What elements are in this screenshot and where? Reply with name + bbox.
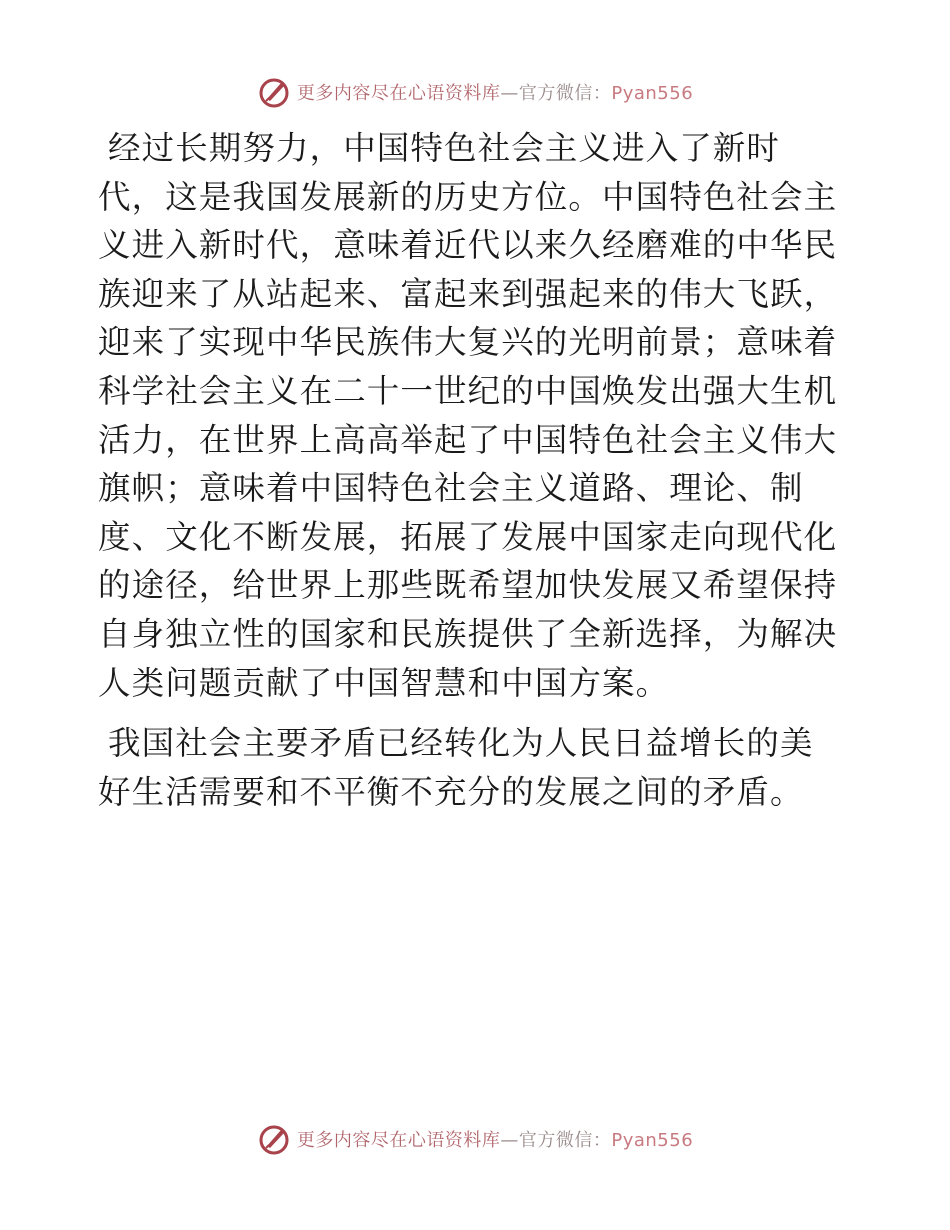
text-line: 迎来了实现中华民族伟大复兴的光明前景；意味着 [98,323,838,362]
paragraph-2 [98,719,850,816]
watermark-separator: — [500,1130,519,1151]
quill-seal-icon [257,1122,291,1156]
watermark-text [297,79,693,105]
watermark-handle: Pyan556 [611,83,694,104]
watermark-handle: Pyan556 [611,1130,694,1151]
watermark-separator: — [500,83,519,104]
text-line: 族迎来了从站起来、富起来到强起来的伟大飞跃， [98,274,838,313]
quill-seal-icon [257,75,291,109]
text-line: 活力，在世界上高高举起了中国特色社会主义伟大 [98,420,838,459]
paragraph-1 [98,124,850,707]
watermark-text [297,1126,693,1152]
header-watermark [0,70,950,114]
watermark-title: 更多内容尽在心语资料库 [296,83,501,104]
text-line: 科学社会主义在二十一世纪的中国焕发出强大生机 [98,371,838,410]
watermark-label: 官方微信： [518,83,612,104]
text-line: 代，这是我国发展新的历史方位。中国特色社会主 [98,177,838,216]
text-line: 度、文化不断发展，拓展了发展中国家走向现代化 [98,517,838,556]
text-line: 好生活需要和不平衡不充分的发展之间的矛盾。 [98,772,804,811]
text-line: 的途径，给世界上那些既希望加快发展又希望保持 [98,566,838,605]
text-line: 经过长期努力，中国特色社会主义进入了新时 [108,129,781,167]
footer-watermark [0,1117,950,1161]
text-line: 旗帜；意味着中国特色社会主义道路、理论、制 [98,469,804,508]
watermark-title: 更多内容尽在心语资料库 [296,1130,501,1151]
text-line: 人类问题贡献了中国智慧和中国方案。 [98,663,670,702]
document-body [98,124,850,816]
watermark-label: 官方微信： [518,1130,612,1151]
text-line: 义进入新时代，意味着近代以来久经磨难的中华民 [98,226,838,265]
text-line: 自身独立性的国家和民族提供了全新选择，为解决 [98,614,838,653]
text-line: 我国社会主要矛盾已经转化为人民日益增长的美 [108,724,814,763]
